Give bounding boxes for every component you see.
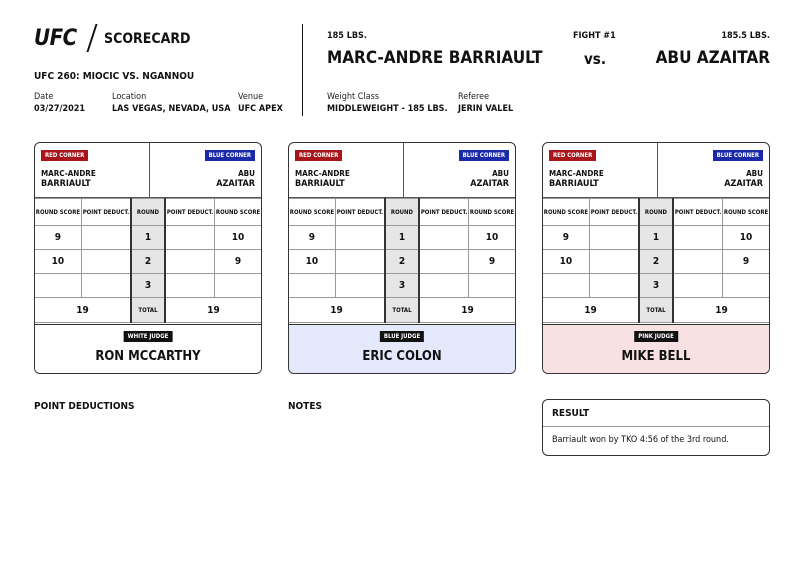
- judge-name: MIKE BELL: [621, 349, 691, 364]
- judge-badge: WHITE JUDGE: [124, 331, 173, 342]
- table-row: 9 1 10: [543, 226, 769, 250]
- judge-name: RON MCCARTHY: [95, 349, 201, 364]
- notes-heading: NOTES: [288, 401, 322, 412]
- card-header: [289, 143, 515, 198]
- score-table: ROUND SCORE POINT DEDUCT. ROUND POINT DEDUCT. ROUND SCORE 9 1 10 10 2 9 3 19 TOTAL 19: [35, 198, 261, 323]
- location-label: Location: [112, 92, 147, 102]
- logo-divider: [86, 24, 97, 52]
- judge-card-1: [34, 142, 262, 374]
- weight-class-label: Weight Class: [327, 92, 380, 102]
- blue-corner-badge: BLUE CORNER: [205, 150, 255, 161]
- referee-label: Referee: [458, 92, 490, 102]
- result-heading: RESULT: [552, 408, 590, 419]
- result-text: Barriault won by TKO 4:56 of the 3rd round.: [552, 435, 729, 445]
- total-row: 19 TOTAL 19: [35, 298, 261, 323]
- judge-box: [543, 324, 769, 374]
- judge-name: ERIC COLON: [362, 349, 442, 364]
- blue-corner-name: ABU AZAITAR: [216, 169, 255, 189]
- red-weight: 185 LBS.: [327, 31, 367, 41]
- total-row: 19 TOTAL 19: [289, 298, 515, 323]
- judge-card-2: [288, 142, 516, 374]
- red-fighter-name: MARC-ANDRE BARRIAULT: [327, 48, 543, 68]
- event-name: UFC 260: MIOCIC VS. NGANNOU: [34, 71, 195, 82]
- card-header: [35, 143, 261, 198]
- score-table: ROUND SCORE POINT DEDUCT. ROUND POINT DEDUCT. ROUND SCORE 9 1 10 10 2 9 3 19 TOTAL 19: [289, 198, 515, 323]
- date-label: Date: [34, 92, 54, 102]
- blue-corner-badge: BLUE CORNER: [459, 150, 509, 161]
- header-divider: [302, 24, 303, 116]
- referee-value: JERIN VALEL: [458, 104, 514, 114]
- red-corner-name: MARC-ANDRE BARRIAULT: [295, 169, 350, 189]
- page-title: SCORECARD: [104, 31, 191, 47]
- vs-label: vs.: [584, 50, 606, 68]
- table-row: 9 1 10: [289, 226, 515, 250]
- table-row: 3: [35, 274, 261, 298]
- blue-fighter-name: ABU AZAITAR: [655, 48, 770, 68]
- blue-weight: 185.5 LBS.: [721, 31, 770, 41]
- judge-box: [289, 324, 515, 374]
- score-table: ROUND SCORE POINT DEDUCT. ROUND POINT DEDUCT. ROUND SCORE 9 1 10 10 2 9 3 19 TOTAL 19: [543, 198, 769, 323]
- venue-label: Venue: [238, 92, 264, 102]
- blue-corner-name: ABU AZAITAR: [724, 169, 763, 189]
- judge-badge: BLUE JUDGE: [380, 331, 424, 342]
- fight-number: FIGHT #1: [573, 31, 616, 41]
- table-row: 10 2 9: [543, 250, 769, 274]
- weight-class-value: MIDDLEWEIGHT - 185 LBS.: [327, 104, 448, 114]
- judge-box: [35, 324, 261, 374]
- blue-corner-badge: BLUE CORNER: [713, 150, 763, 161]
- table-row: 9 1 10: [35, 226, 261, 250]
- red-corner-badge: RED CORNER: [549, 150, 596, 161]
- table-row: 3: [289, 274, 515, 298]
- red-corner-name: MARC-ANDRE BARRIAULT: [549, 169, 604, 189]
- ufc-logo: UFC: [34, 26, 77, 51]
- point-deductions-heading: POINT DEDUCTIONS: [34, 401, 135, 412]
- card-header: [543, 143, 769, 198]
- blue-corner-name: ABU AZAITAR: [470, 169, 509, 189]
- result-box: [542, 399, 770, 456]
- red-corner-badge: RED CORNER: [41, 150, 88, 161]
- total-row: 19 TOTAL 19: [543, 298, 769, 323]
- venue-value: UFC APEX: [238, 104, 283, 114]
- red-corner-badge: RED CORNER: [295, 150, 342, 161]
- table-row: 3: [543, 274, 769, 298]
- date-value: 03/27/2021: [34, 104, 85, 114]
- judge-card-3: [542, 142, 770, 374]
- red-corner-name: MARC-ANDRE BARRIAULT: [41, 169, 96, 189]
- table-row: 10 2 9: [35, 250, 261, 274]
- table-row: 10 2 9: [289, 250, 515, 274]
- location-value: LAS VEGAS, NEVADA, USA: [112, 104, 231, 114]
- judge-badge: PINK JUDGE: [634, 331, 678, 342]
